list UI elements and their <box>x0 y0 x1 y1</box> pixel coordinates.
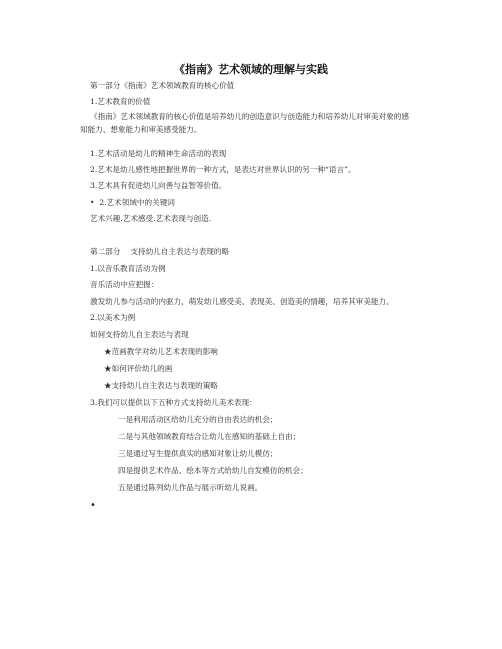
bulleted-heading <box>90 197 175 208</box>
section-heading: 2.以美术为例 <box>90 313 136 322</box>
star-list-item: ★支持幼儿自主表达与表现的策略 <box>104 381 218 390</box>
list-item: 2.艺术是幼儿感性地把握世界的一种方式，是表达对世界认识的另一种“语言”。 <box>90 165 356 174</box>
list-item: 1.艺术活动是幼儿的精神生命活动的表现 <box>90 149 227 158</box>
paragraph: 音乐活动中应把握： <box>90 280 159 289</box>
list-item: 五是通过陈列幼儿作品与展示听幼儿说画。 <box>118 483 263 492</box>
part-one-heading: 第一部分《指南》艺术领域教育的核心价值 <box>90 81 235 90</box>
paragraph: 如何支持幼儿自主表达与表现 <box>90 330 189 339</box>
section-heading: 1.艺术教育的价值 <box>90 97 151 106</box>
star-list-item: ★如何评价幼儿的画 <box>104 364 173 373</box>
list-item: 三是通过写生提供真实的感知对象让幼儿模仿； <box>118 449 278 458</box>
list-item: 四是提供艺术作品、绘本等方式给幼儿自发模仿的机会； <box>118 466 308 475</box>
bullet-icon: • <box>90 198 95 207</box>
list-item: 一是利用活动区给幼儿充分的自由表达的机会； <box>118 415 278 424</box>
list-item: 二是与其他领域教育结合让幼儿在感知的基础上自由； <box>118 432 301 441</box>
section-heading: 3.我们可以提供以下五种方式支持幼儿美术表现： <box>90 398 257 407</box>
paragraph: 激发幼儿参与活动的内驱力，萌发幼儿感受美、表现美、创造美的情趣，培养其审美能力。 <box>90 297 394 306</box>
star-list-item: ★范画教学对幼儿艺术表现的影响 <box>104 347 218 356</box>
bulleted-heading-text: 2.艺术领域中的关键词 <box>99 198 175 207</box>
paragraph: 《指南》艺术领域教育的核心价值是培养幼儿的创造意识与创造能力和培养幼儿对审美对象的感知能力、想象能力和审美感受能力。 <box>80 112 409 134</box>
keywords: 艺术兴趣.艺术感受.艺术表现与创造. <box>90 214 212 223</box>
document-title: 《指南》艺术领域的理解与实践 <box>174 63 328 76</box>
bullet-icon: • <box>90 500 96 511</box>
section-heading: 1.以音乐教育活动为例 <box>90 264 166 273</box>
part-two-heading: 第二部分 支持幼儿自主表达与表现的略 <box>90 247 230 256</box>
list-item: 3.艺术具有促进幼儿向善与益智等价值。 <box>90 181 227 190</box>
